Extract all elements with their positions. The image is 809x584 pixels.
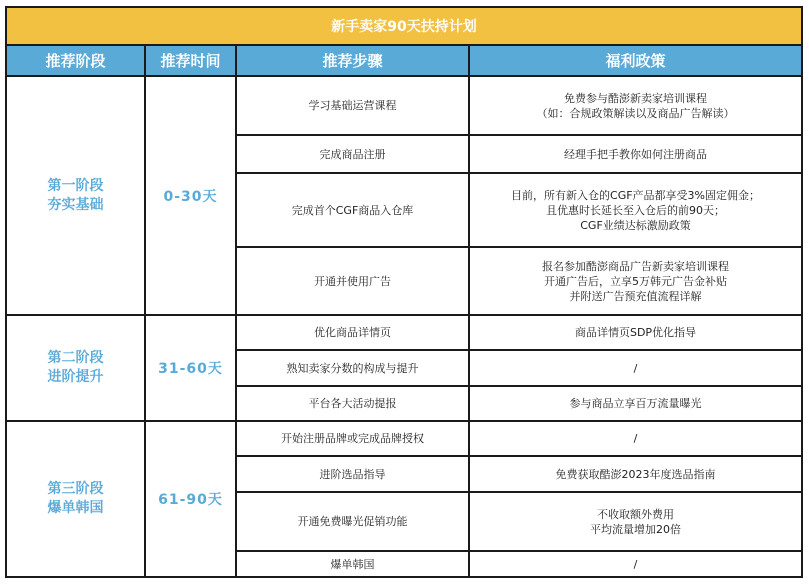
step-cell: 进阶选品指导 xyxy=(236,456,469,492)
step-cell: 学习基础运营课程 xyxy=(236,76,469,135)
policy-line: 经理手把手教你如何注册商品 xyxy=(564,147,708,161)
stage-1-name xyxy=(6,76,145,315)
policy-line: 并附送广告预充值流程详解 xyxy=(569,289,702,303)
stage-label: 第一阶段 xyxy=(47,177,104,194)
policy-cell xyxy=(469,247,802,315)
stage-3-time: 61-90天 xyxy=(145,421,236,577)
policy-line: 免费获取酷澎2023年度选品指南 xyxy=(555,467,716,481)
header-policy: 福利政策 xyxy=(469,45,802,76)
policy-cell xyxy=(469,492,802,551)
policy-line: CGF业绩达标激励政策 xyxy=(580,218,691,232)
policy-cell xyxy=(469,76,802,135)
table-row xyxy=(6,421,802,456)
policy-cell xyxy=(469,315,802,350)
policy-line: 参与商品立享百万流量曝光 xyxy=(569,397,702,410)
policy-cell xyxy=(469,350,802,386)
policy-line: 开通广告后，立享5万韩元广告金补贴 xyxy=(544,274,728,288)
step-cell: 熟知卖家分数的构成与提升 xyxy=(236,350,469,386)
header-steps: 推荐步骤 xyxy=(236,45,469,76)
policy-line: 报名参加酷澎商品广告新卖家培训课程 xyxy=(542,259,730,273)
policy-cell xyxy=(469,421,802,456)
stage-3-name xyxy=(6,421,145,577)
table-title: 新手卖家90天扶持计划 xyxy=(6,7,802,45)
policy-line: 商品详情页SDP优化指导 xyxy=(574,326,697,339)
step-cell: 开通并使用广告 xyxy=(236,247,469,315)
stage-2-time: 31-60天 xyxy=(145,315,236,421)
stage-label: 第二阶段 xyxy=(47,350,104,366)
policy-cell xyxy=(469,135,802,173)
stage-1-time: 0-30天 xyxy=(145,76,236,315)
policy-cell xyxy=(469,386,802,421)
seller-support-plan-table xyxy=(5,6,803,578)
policy-line: / xyxy=(633,557,638,571)
policy-cell xyxy=(469,173,802,247)
stage-subtitle: 夯实基础 xyxy=(47,196,104,213)
stage-2-name xyxy=(6,315,145,421)
step-cell: 开始注册品牌或完成品牌授权 xyxy=(236,421,469,456)
step-cell: 平台各大活动提报 xyxy=(236,386,469,421)
step-cell: 爆单韩国 xyxy=(236,551,469,577)
table-row xyxy=(6,76,802,135)
policy-line: / xyxy=(633,361,638,375)
stage-subtitle: 爆单韩国 xyxy=(47,500,104,516)
policy-line: 不收取额外费用 xyxy=(597,507,675,521)
header-time: 推荐时间 xyxy=(145,45,236,76)
policy-cell xyxy=(469,551,802,577)
policy-line: 且优惠时长延长至入仓后的前90天； xyxy=(546,203,726,217)
step-cell: 完成首个CGF商品入仓库 xyxy=(236,173,469,247)
policy-cell xyxy=(469,456,802,492)
stage-subtitle: 进阶提升 xyxy=(47,369,104,385)
policy-line: 免费参与酷澎新卖家培训课程 xyxy=(564,91,708,105)
step-cell: 开通免费曝光促销功能 xyxy=(236,492,469,551)
step-cell: 完成商品注册 xyxy=(236,135,469,173)
policy-line: 目前，所有新入仓的CGF产品都享受3%固定佣金； xyxy=(511,188,761,202)
policy-line: 平均流量增加20倍 xyxy=(590,522,682,536)
table-row xyxy=(6,315,802,350)
stage-label: 第三阶段 xyxy=(47,481,104,497)
policy-line: （如：合规政策解读以及商品广告解读） xyxy=(536,106,735,120)
step-cell: 优化商品详情页 xyxy=(236,315,469,350)
header-stage: 推荐阶段 xyxy=(6,45,145,76)
policy-line: / xyxy=(633,432,638,445)
